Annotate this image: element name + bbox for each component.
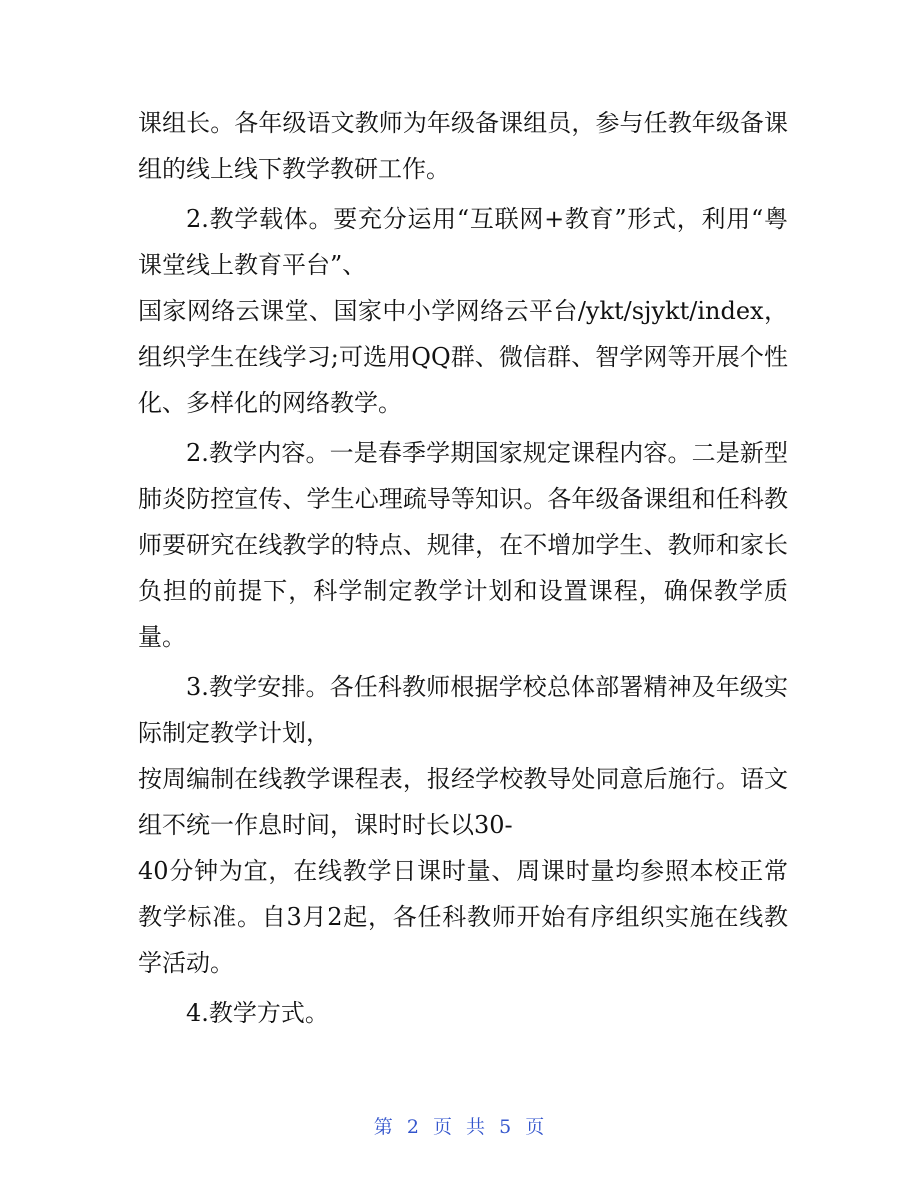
footer-current-page: 2 — [406, 1116, 421, 1138]
paragraph-teaching-arrangement: 3.教学安排。各任科教师根据学校总体部署精神及年级实际制定教学计划， — [138, 673, 788, 747]
paragraph-continued-group-leader: 课组长。各年级语文教师为年级备课组员，参与任教年级备课组的线上线下教学教研工作。 — [138, 109, 788, 183]
footer-page-label: 第 — [373, 1116, 395, 1138]
footer-total-pages: 5 — [499, 1116, 514, 1138]
paragraph-weekly-schedule: 按周编制在线教学课程表，报经学校教导处同意后施行。语文组不统一作息时间，课时时长以30- — [138, 765, 788, 839]
footer-total-label: 共 — [466, 1116, 488, 1138]
footer-total-unit: 页 — [525, 1116, 547, 1138]
paragraph-teaching-method: 4.教学方式。 — [186, 999, 329, 1027]
paragraph-platforms: 国家网络云课堂、国家中小学网络云平台/ykt/sjykt/index，组织学生在线学习;可选用QQ群、微信群、智学网等开展个性化、多样化的网络教学。 — [138, 297, 788, 417]
paragraph-lesson-duration: 40分钟为宜，在线教学日课时量、周课时量均参照本校正常教学标准。自3月2起，各任科教师开始有序组织实施在线教学活动。 — [138, 857, 788, 977]
page-footer — [0, 1112, 920, 1139]
footer-page-unit: 页 — [432, 1116, 454, 1138]
paragraph-teaching-carrier: 2.教学载体。要充分运用“互联网+教育”形式，利用“粤课堂线上教育平台”、 — [138, 205, 788, 279]
document-body — [138, 100, 788, 1036]
paragraph-teaching-content: 2.教学内容。一是春季学期国家规定课程内容。二是新型肺炎防控宣传、学生心理疏导等知识。各年级备课组和任科教师要研究在线教学的特点、规律，在不增加学生、教师和家长负担的前提下，科学制定教学计划和设置课程，确保教学质量。 — [138, 439, 788, 651]
